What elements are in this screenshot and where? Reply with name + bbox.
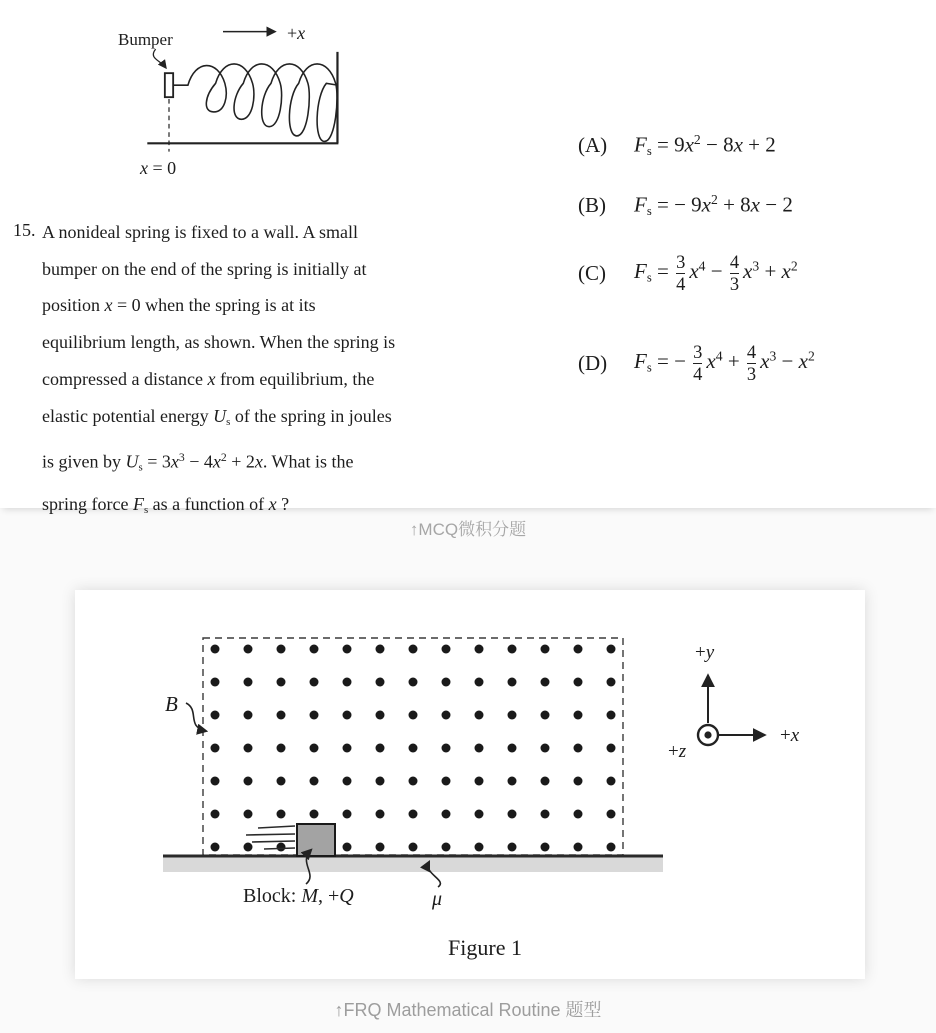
frq-figure-card [75,590,865,979]
spring-coil [173,64,337,142]
b-field-label: B [165,692,178,716]
frq-caption: ↑FRQ Mathematical Routine 题型 [334,1000,602,1020]
question-line: A nonideal spring is fixed to a wall. A small [42,222,358,242]
question-line: spring force $F_s$ as a function of x ? [42,494,290,517]
option-c [578,252,798,294]
question-line: equilibrium length, as shown. When the spring is [42,332,396,353]
plus-x-label: +x [287,23,306,43]
block-rect [297,824,335,856]
plus-z-label: +z [668,741,687,762]
option-c-label: (C) [578,260,606,285]
question-line: compressed a distance x from equilibrium, the [42,368,375,389]
option-a-formula: $F_s = 9x^2 - 8x + 2$ [634,132,776,159]
field-dots [211,645,616,852]
option-b-label: (B) [578,193,606,217]
option-b-formula: $F_s$ = − $9x^2 + 8x - 2$ [634,192,793,219]
option-d-formula: $F_s$ = − $\frac{3}{4}$ $x^4$ + $\frac{4}{3}$ $x^3 - x^2$ [634,342,815,384]
plus-x-label: +x [780,725,800,746]
motion-lines [246,826,295,849]
mcq-caption: ↑MCQ微积分题 [409,520,527,539]
figure-1-caption: Figure 1 [448,935,522,960]
plus-y-label: +y [695,642,715,663]
ground-strip [163,856,663,872]
question-line: is given by $U_s = 3x^3 - 4x^2 + 2x$. What is the [42,451,354,474]
bumper-rect [165,73,173,97]
x-equals-zero-label: x = 0 [140,158,177,178]
magnetic-field-figure [75,590,865,979]
question-number: 15. [13,220,36,240]
option-a-label: (A) [578,133,608,157]
bumper-label: Bumper [118,30,173,49]
option-a [578,132,776,159]
question-line: position x = 0 when the spring is at its [42,295,316,316]
question-line: bumper on the end of the spring is initially at [42,258,367,279]
question-text [42,214,494,529]
coordinate-axes [698,676,764,745]
option-b [578,192,793,219]
option-d-label: (D) [578,350,608,375]
bumper-leader-arrow [153,49,165,67]
option-d [578,342,815,384]
option-c-formula: $F_s$ = $\frac{3}{4}$ $x^4$ − $\frac{4}{3}$ $x^3 + x^2$ [634,252,798,294]
question-line: elastic potential energy $U_s$ of the spring in joules [42,405,392,428]
block-label: Block: M, +Q [243,885,354,907]
mu-label: μ [432,888,443,910]
